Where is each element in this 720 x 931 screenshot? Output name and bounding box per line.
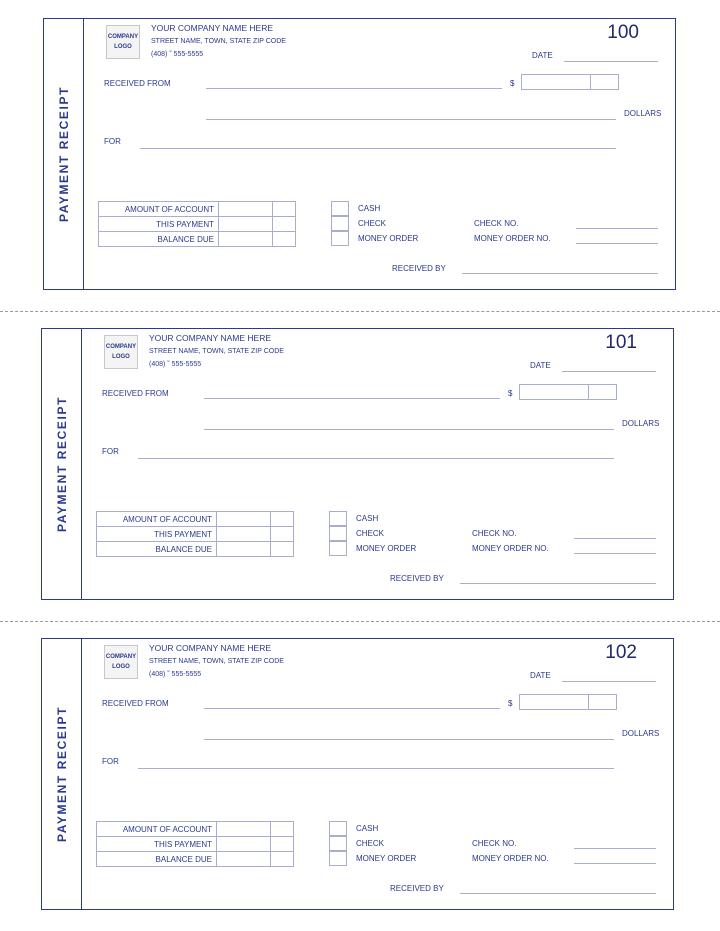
this-payment-label: THIS PAYMENT: [97, 837, 217, 852]
received-by-field[interactable]: [460, 893, 656, 894]
company-address: STREET NAME, TOWN, STATE ZIP CODE: [151, 38, 286, 45]
amount-cell[interactable]: [217, 542, 271, 557]
dollars-label: DOLLARS: [624, 109, 662, 118]
money-order-no-field[interactable]: [576, 243, 658, 244]
stub-title: PAYMENT RECEIPT: [56, 85, 71, 223]
amount-cell[interactable]: [217, 512, 271, 527]
table-row: [99, 232, 296, 247]
received-from-label: RECEIVED FROM: [102, 699, 169, 708]
amount-cell[interactable]: [219, 202, 273, 217]
payment-receipt: [43, 18, 676, 290]
check-checkbox[interactable]: [329, 836, 347, 851]
received-from-field[interactable]: [204, 398, 500, 399]
received-by-label: RECEIVED BY: [390, 574, 444, 583]
amount-cell[interactable]: [271, 822, 294, 837]
company-phone: (408) ˜ 555-5555: [149, 361, 202, 368]
date-field[interactable]: [564, 61, 658, 62]
table-row: [99, 202, 296, 217]
received-by-label: RECEIVED BY: [392, 264, 446, 273]
logo-text: COMPANY: [107, 34, 139, 40]
check-checkbox[interactable]: [329, 526, 347, 541]
amount-table: [98, 201, 296, 247]
received-from-label: RECEIVED FROM: [102, 389, 169, 398]
money-order-label: MONEY ORDER: [356, 854, 417, 863]
amount-cell[interactable]: [219, 217, 273, 232]
amount-cell[interactable]: [217, 527, 271, 542]
receipt-stub: [42, 639, 82, 909]
balance-due-label: BALANCE DUE: [97, 852, 217, 867]
logo-text: LOGO: [112, 664, 130, 670]
dollar-sign: $: [510, 79, 515, 88]
date-label: DATE: [532, 51, 553, 60]
balance-due-label: BALANCE DUE: [97, 542, 217, 557]
received-by-field[interactable]: [462, 273, 658, 274]
amount-box[interactable]: [519, 694, 617, 710]
amount-words-field[interactable]: [206, 119, 616, 120]
money-order-no-field[interactable]: [574, 553, 656, 554]
received-by-field[interactable]: [460, 583, 656, 584]
cut-line: [0, 311, 720, 312]
money-order-no-label: MONEY ORDER NO.: [472, 854, 549, 863]
date-field[interactable]: [562, 371, 656, 372]
stub-title: PAYMENT RECEIPT: [54, 705, 69, 843]
check-no-field[interactable]: [574, 538, 656, 539]
amount-cell[interactable]: [271, 527, 294, 542]
table-row: [97, 837, 294, 852]
check-checkbox[interactable]: [331, 216, 349, 231]
this-payment-label: THIS PAYMENT: [97, 527, 217, 542]
table-row: [97, 822, 294, 837]
amount-table: [96, 821, 294, 867]
cash-checkbox[interactable]: [331, 201, 349, 216]
company-name: YOUR COMPANY NAME HERE: [149, 643, 272, 653]
logo-text: LOGO: [114, 44, 132, 50]
table-row: [97, 527, 294, 542]
for-label: FOR: [102, 757, 119, 766]
company-logo: [104, 335, 138, 369]
logo-text: COMPANY: [105, 654, 137, 660]
company-info: [151, 22, 286, 61]
amount-cell[interactable]: [271, 542, 294, 557]
dollars-label: DOLLARS: [622, 419, 660, 428]
check-no-field[interactable]: [574, 848, 656, 849]
balance-due-label: BALANCE DUE: [99, 232, 219, 247]
date-label: DATE: [530, 361, 551, 370]
cash-label: CASH: [356, 514, 379, 523]
table-row: [97, 542, 294, 557]
receipt-number: 100: [607, 22, 639, 43]
this-payment-label: THIS PAYMENT: [99, 217, 219, 232]
money-order-checkbox[interactable]: [331, 231, 349, 246]
money-order-no-label: MONEY ORDER NO.: [474, 234, 551, 243]
company-name: YOUR COMPANY NAME HERE: [151, 23, 274, 33]
receipt-number: 101: [605, 332, 637, 353]
amount-cell[interactable]: [273, 202, 296, 217]
check-label: CHECK: [356, 529, 385, 538]
amount-box[interactable]: [521, 74, 619, 90]
for-label: FOR: [102, 447, 119, 456]
amount-cell[interactable]: [217, 837, 271, 852]
received-from-field[interactable]: [204, 708, 500, 709]
cash-checkbox[interactable]: [329, 821, 347, 836]
company-info: [149, 332, 284, 371]
table-row: [99, 217, 296, 232]
receipt-stub: [44, 19, 84, 289]
dollar-sign: $: [508, 389, 513, 398]
received-from-label: RECEIVED FROM: [104, 79, 171, 88]
amount-cell[interactable]: [271, 512, 294, 527]
check-label: CHECK: [358, 219, 387, 228]
stub-title: PAYMENT RECEIPT: [54, 395, 69, 533]
receipt-stub: [42, 329, 82, 599]
amount-cell[interactable]: [217, 852, 271, 867]
amount-cell[interactable]: [219, 232, 273, 247]
table-row: [97, 512, 294, 527]
logo-text: COMPANY: [105, 344, 137, 350]
receipt-number: 102: [605, 642, 637, 663]
company-phone: (408) ˜ 555-5555: [151, 51, 204, 58]
company-logo: [104, 645, 138, 679]
money-order-label: MONEY ORDER: [358, 234, 419, 243]
cut-line: [0, 621, 720, 622]
date-field[interactable]: [562, 681, 656, 682]
amount-of-account-label: AMOUNT OF ACCOUNT: [97, 512, 217, 527]
for-field[interactable]: [138, 458, 614, 459]
company-phone: (408) ˜ 555-5555: [149, 671, 202, 678]
cash-label: CASH: [358, 204, 381, 213]
money-order-label: MONEY ORDER: [356, 544, 417, 553]
for-field[interactable]: [138, 768, 614, 769]
dollars-label: DOLLARS: [622, 729, 660, 738]
logo-text: LOGO: [112, 354, 130, 360]
dollar-sign: $: [508, 699, 513, 708]
money-order-checkbox[interactable]: [329, 851, 347, 866]
money-order-no-field[interactable]: [574, 863, 656, 864]
received-from-field[interactable]: [206, 88, 502, 89]
check-label: CHECK: [356, 839, 385, 848]
amount-box[interactable]: [519, 384, 617, 400]
check-no-label: CHECK NO.: [472, 529, 517, 538]
company-info: [149, 642, 284, 681]
check-no-label: CHECK NO.: [472, 839, 517, 848]
money-order-no-label: MONEY ORDER NO.: [472, 544, 549, 553]
company-address: STREET NAME, TOWN, STATE ZIP CODE: [149, 348, 284, 355]
cash-label: CASH: [356, 824, 379, 833]
amount-of-account-label: AMOUNT OF ACCOUNT: [97, 822, 217, 837]
received-by-label: RECEIVED BY: [390, 884, 444, 893]
company-name: YOUR COMPANY NAME HERE: [149, 333, 272, 343]
money-order-checkbox[interactable]: [329, 541, 347, 556]
payment-receipt: [41, 328, 674, 600]
cash-checkbox[interactable]: [329, 511, 347, 526]
amount-words-field[interactable]: [204, 429, 614, 430]
check-no-label: CHECK NO.: [474, 219, 519, 228]
payment-receipt: [41, 638, 674, 910]
date-label: DATE: [530, 671, 551, 680]
amount-cell[interactable]: [217, 822, 271, 837]
amount-cell[interactable]: [271, 837, 294, 852]
amount-of-account-label: AMOUNT OF ACCOUNT: [99, 202, 219, 217]
amount-cell[interactable]: [271, 852, 294, 867]
for-field[interactable]: [140, 148, 616, 149]
table-row: [97, 852, 294, 867]
for-label: FOR: [104, 137, 121, 146]
company-logo: [106, 25, 140, 59]
amount-table: [96, 511, 294, 557]
amount-cell[interactable]: [273, 217, 296, 232]
check-no-field[interactable]: [576, 228, 658, 229]
amount-words-field[interactable]: [204, 739, 614, 740]
amount-cell[interactable]: [273, 232, 296, 247]
company-address: STREET NAME, TOWN, STATE ZIP CODE: [149, 658, 284, 665]
